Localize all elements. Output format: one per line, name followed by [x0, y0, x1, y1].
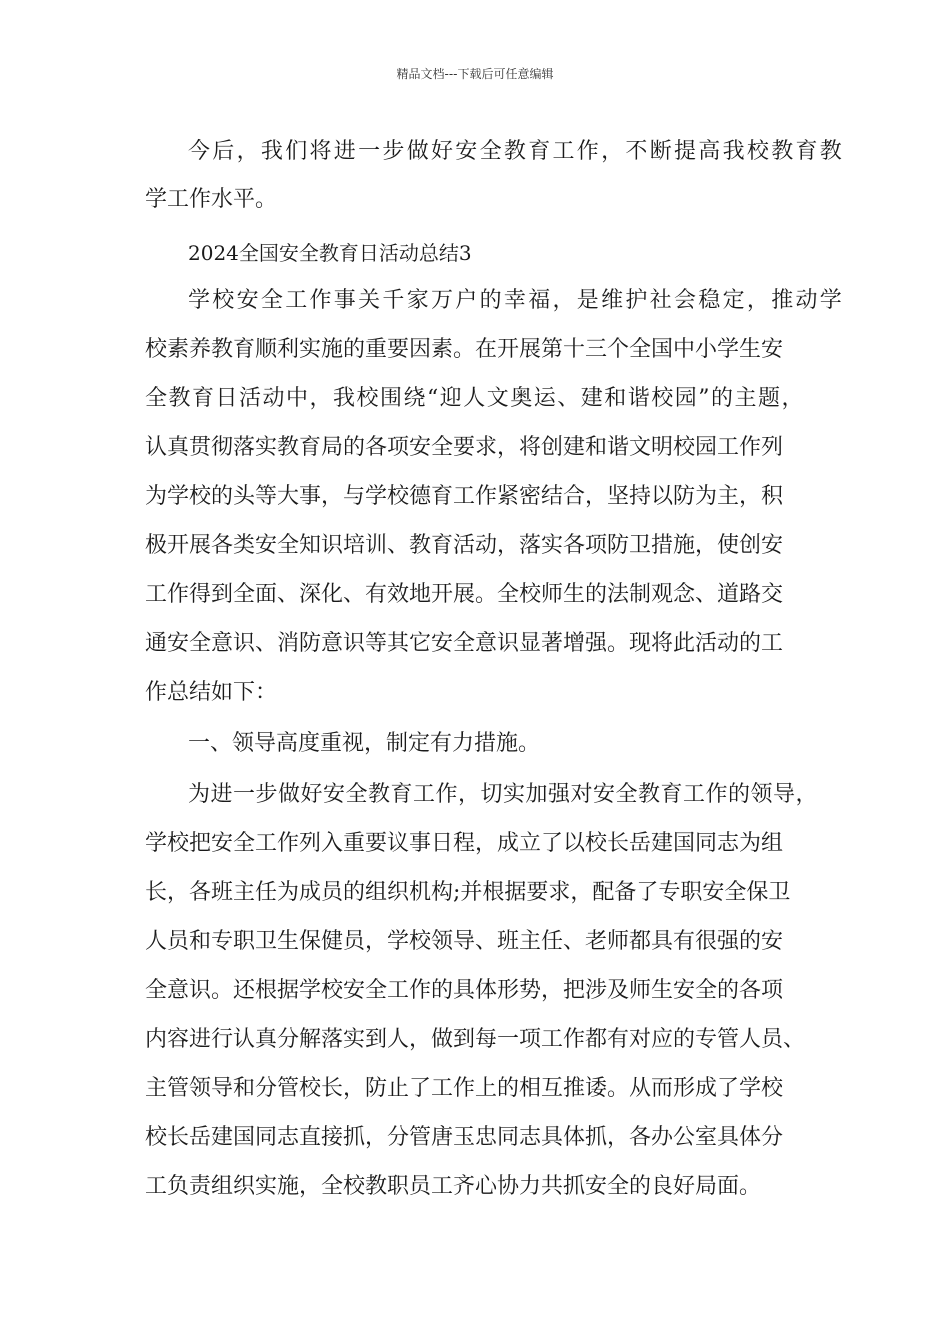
paragraph-line: 学校安全工作事关千家万户的幸福，是维护社会稳定，推动学: [188, 288, 845, 313]
paragraph-line: 全意识。还根据学校安全工作的具体形势，把涉及师生安全的各项: [145, 978, 784, 1003]
paragraph-line: 校长岳建国同志直接抓，分管唐玉忠同志具体抓，各办公室具体分: [145, 1125, 784, 1150]
paragraph-line: 工负责组织实施，全校教职员工齐心协力共抓安全的良好局面。: [145, 1174, 762, 1199]
page-header: 精品文档---下载后可任意编辑: [396, 67, 554, 81]
paragraph-line: 内容进行认真分解落实到人，做到每一项工作都有对应的专管人员、: [145, 1027, 806, 1052]
paragraph-line: 学校把安全工作列入重要议事日程，成立了以校长岳建国同志为组: [145, 831, 784, 856]
paragraph-line: 作总结如下：: [145, 680, 278, 705]
paragraph-line: 长，各班主任为成员的组织机构;并根据要求，配备了专职安全保卫: [145, 880, 791, 905]
paragraph-line: 为学校的头等大事，与学校德育工作紧密结合，坚持以防为主，积: [145, 484, 784, 509]
paragraph-line: 为进一步做好安全教育工作，切实加强对安全教育工作的领导，: [188, 782, 819, 807]
paragraph-line: 极开展各类安全知识培训、教育活动，落实各项防卫措施，使创安: [145, 533, 784, 558]
section-heading: 一、领导高度重视，制定有力措施。: [188, 731, 541, 756]
paragraph-line: 认真贯彻落实教育局的各项安全要求，将创建和谐文明校园工作列: [145, 435, 784, 460]
paragraph-line: 主管领导和分管校长，防止了工作上的相互推诿。从而形成了学校: [145, 1076, 784, 1101]
paragraph-line: 人员和专职卫生保健员，学校领导、班主任、老师都具有很强的安: [145, 929, 784, 954]
section-title: 2024全国安全教育日活动总结3: [188, 241, 472, 265]
paragraph-line: 通安全意识、消防意识等其它安全意识显著增强。现将此活动的工: [145, 631, 784, 656]
paragraph-line: 学工作水平。: [145, 187, 278, 212]
paragraph-line: 工作得到全面、深化、有效地开展。全校师生的法制观念、道路交: [145, 582, 784, 607]
paragraph-line: 今后，我们将进一步做好安全教育工作，不断提高我校教育教: [188, 139, 845, 164]
paragraph-line: 校素养教育顺利实施的重要因素。在开展第十三个全国中小学生安: [145, 337, 784, 362]
paragraph-line: 全教育日活动中，我校围绕“迎人文奥运、建和谐校园”的主题，: [145, 386, 805, 411]
